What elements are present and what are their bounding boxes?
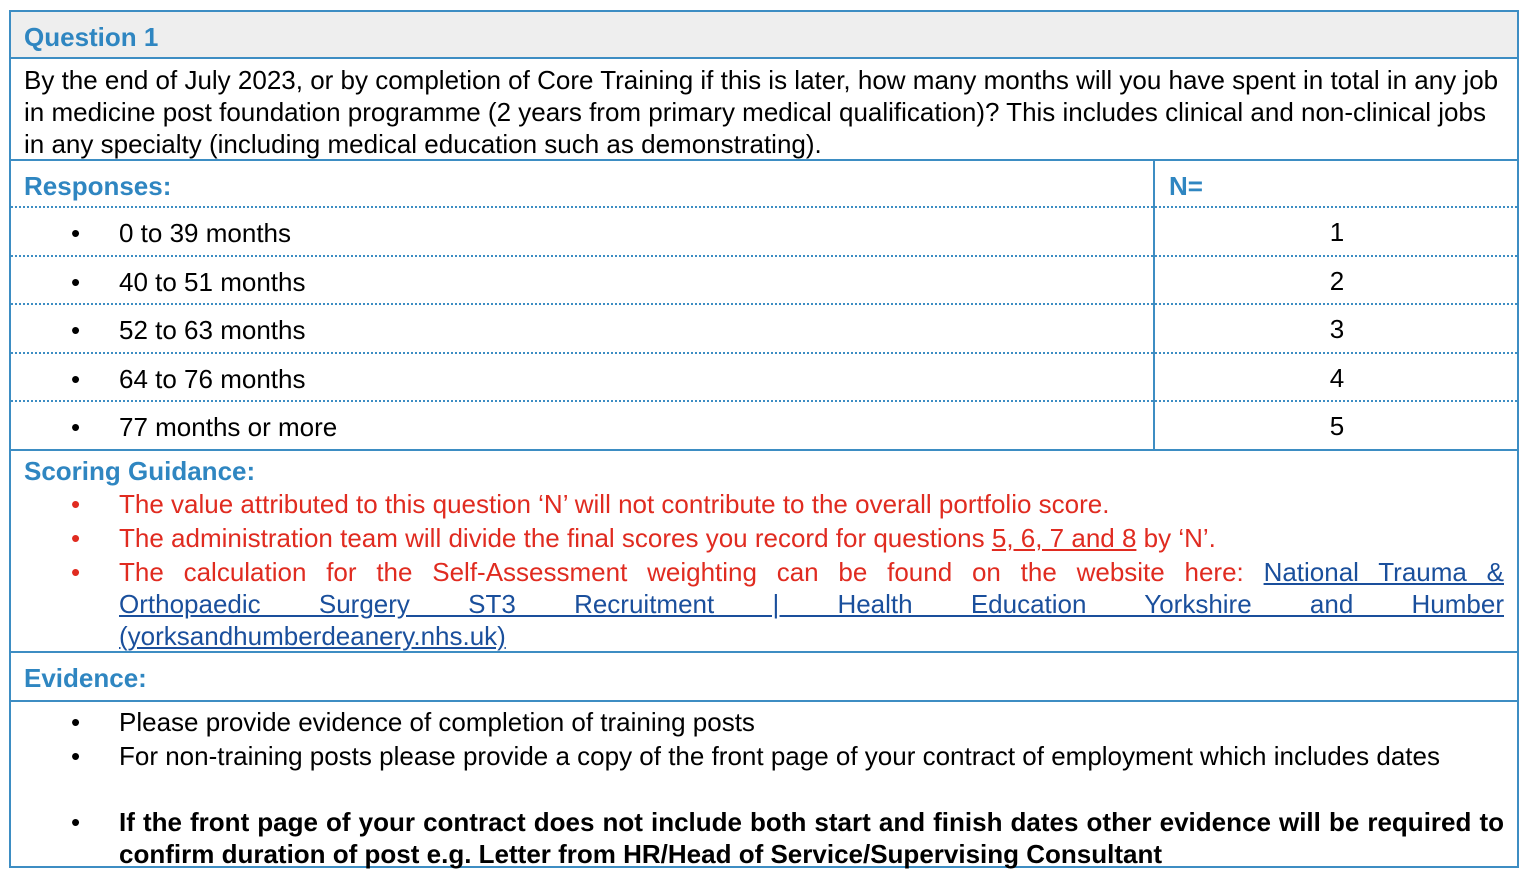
bullet-icon: • xyxy=(71,807,81,837)
n-label: N= xyxy=(1169,171,1203,201)
responses-label: Responses: xyxy=(24,171,172,201)
bullet-icon: • xyxy=(71,315,81,345)
response-label: 0 to 39 months xyxy=(119,218,291,248)
scoring-item-1: The value attributed to this question ‘N’ will not contribute to the overall portfolio score. xyxy=(119,489,1110,519)
scoring-item-3-line3 xyxy=(119,620,1504,652)
bullet-icon: • xyxy=(71,412,81,442)
response-row xyxy=(11,402,1517,451)
scoring-item-3-line1 xyxy=(119,556,1504,588)
response-row xyxy=(11,208,1517,257)
bullet-icon: • xyxy=(71,707,81,737)
scoring-title: Scoring Guidance: xyxy=(24,456,256,486)
question-header xyxy=(11,12,1517,59)
website-link-part2[interactable]: Orthopaedic Surgery ST3 Recruitment | Health Education Yorkshire and Humber xyxy=(119,589,1504,619)
scoring-item-2-post: by ‘N’. xyxy=(1136,523,1216,553)
response-row xyxy=(11,354,1517,403)
scoring-item-2 xyxy=(119,522,1504,554)
evidence-list xyxy=(11,702,1517,869)
question-table xyxy=(9,10,1519,868)
bullet-icon: • xyxy=(71,557,81,587)
evidence-item-2: For non-training posts please provide a copy of the front page of your contract of employment which includes dates xyxy=(119,741,1440,771)
scoring-item-3-pre: The calculation for the Self-Assessment weighting can be found on the website here: xyxy=(119,557,1244,587)
response-n: 4 xyxy=(1329,362,1345,393)
evidence-title: Evidence: xyxy=(24,663,147,693)
response-n: 1 xyxy=(1329,217,1345,247)
response-row xyxy=(11,305,1517,354)
bullet-icon: • xyxy=(71,218,81,248)
response-label: 77 months or more xyxy=(119,412,338,442)
bullet-icon: • xyxy=(71,266,81,297)
response-label: 64 to 76 months xyxy=(119,363,306,394)
question-text: By the end of July 2023, or by completion of Core Training if this is later, how many months will you have spent in total in any job in medicine post foundation programme (2 years from primary medical qualification)? This includes clinical and non-clinical jobs in any specialty (including medical education such as demonstrating). xyxy=(11,59,1517,161)
response-label: 52 to 63 months xyxy=(119,315,306,345)
response-n: 5 xyxy=(1329,411,1345,441)
evidence-item-1: Please provide evidence of completion of training posts xyxy=(119,707,755,737)
scoring-item-3-line2 xyxy=(119,588,1504,620)
questions-link[interactable]: 5, 6, 7 and 8 xyxy=(991,523,1137,553)
responses-header xyxy=(11,161,1517,208)
bullet-icon: • xyxy=(71,489,81,519)
evidence-item-3: If the front page of your contract does not include both start and finish dates other evidence will be required to confirm duration of post e.g. Letter from HR/Head of Service/Supervising Consultant xyxy=(119,807,1504,869)
response-label: 40 to 51 months xyxy=(119,266,306,297)
evidence-header xyxy=(11,653,1517,702)
website-link-part3[interactable]: (yorksandhumberdeanery.nhs.uk) xyxy=(119,621,506,651)
scoring-item-2-pre: The administration team will divide the final scores you record for questions xyxy=(119,523,992,553)
website-link-part1[interactable]: National Trauma & xyxy=(1263,557,1504,587)
response-n: 3 xyxy=(1329,314,1345,344)
bullet-icon: • xyxy=(71,523,81,553)
bullet-icon: • xyxy=(71,363,81,394)
response-n: 2 xyxy=(1329,265,1345,296)
scoring-guidance xyxy=(11,450,1517,653)
question-title: Question 1 xyxy=(24,22,159,52)
bullet-icon: • xyxy=(71,741,81,771)
response-row xyxy=(11,257,1517,306)
